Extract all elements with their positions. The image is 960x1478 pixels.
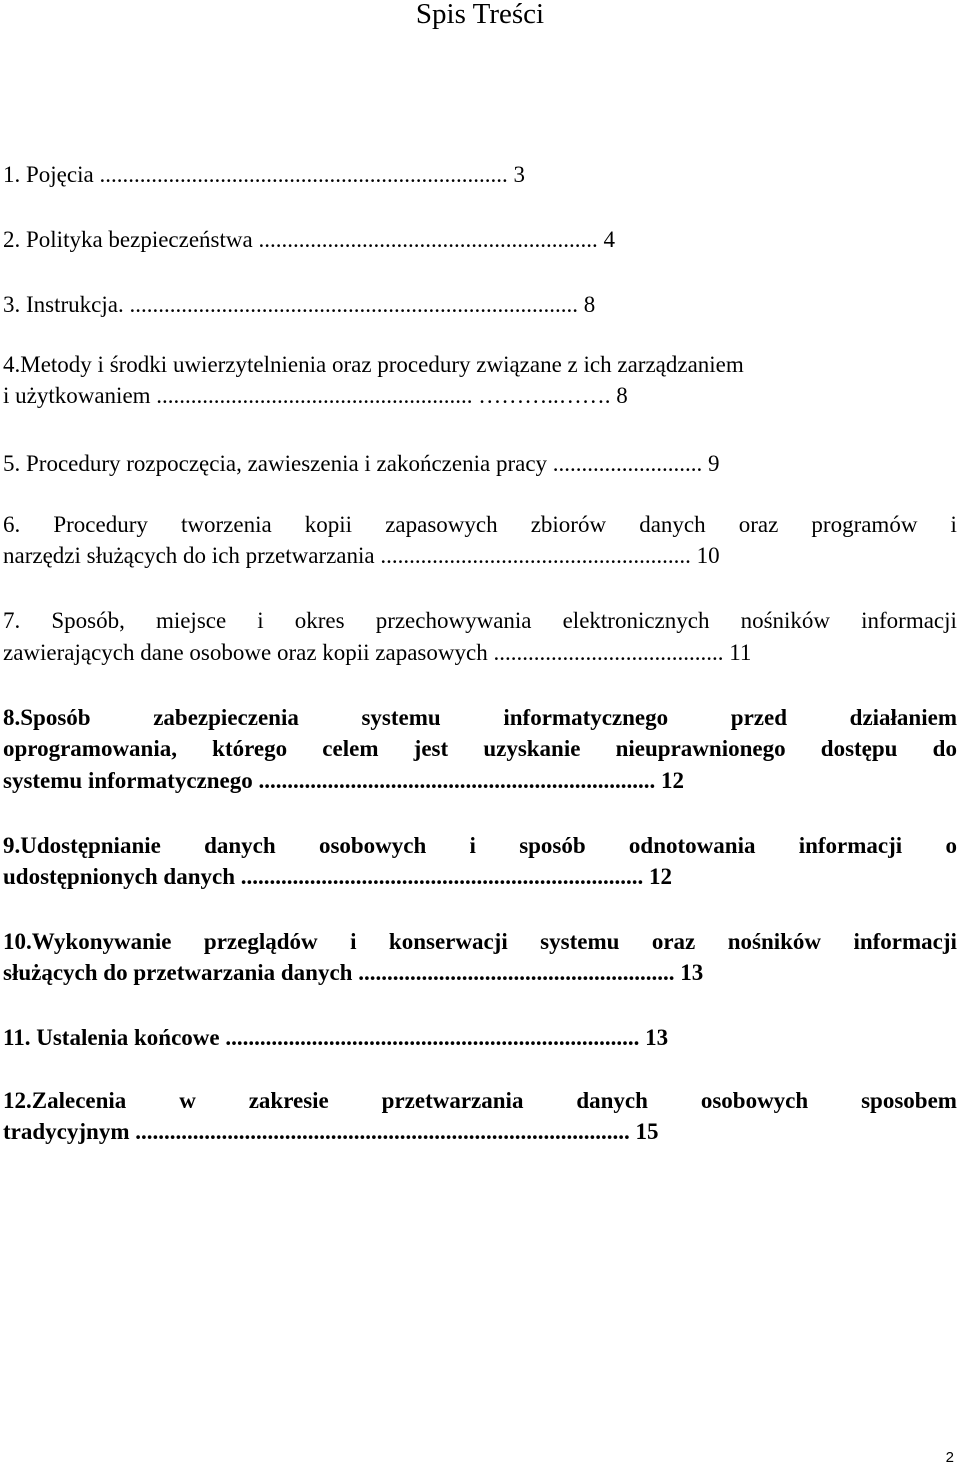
word: nośników	[740, 608, 831, 633]
word: 12.Zalecenia	[3, 1088, 127, 1113]
word: nieuprawnionego	[615, 736, 786, 761]
word: przed	[730, 705, 788, 730]
toc-entry-4-line-2: i użytkowaniem ....................................................... ………..……. 8	[3, 383, 628, 408]
word: i	[350, 929, 357, 954]
toc-entry-8-line-3: systemu informatycznego ..................................................................... 12	[3, 768, 685, 793]
word: 10.Wykonywanie	[3, 929, 172, 954]
word: Procedury	[53, 512, 148, 537]
toc-entry-12-line-2: tradycyjnym ...................................................................................... 15	[3, 1119, 659, 1144]
word: systemu	[361, 705, 441, 730]
toc-entry-11: 11. Ustalenia końcowe ........................................................................ 13	[3, 1025, 669, 1050]
word: Sposób,	[51, 608, 125, 633]
word: działaniem	[849, 705, 957, 730]
word: przeglądów	[203, 929, 318, 954]
word: sposób	[519, 833, 586, 858]
word: o	[945, 833, 957, 858]
word: tworzenia	[181, 512, 272, 537]
word: informacji	[853, 929, 957, 954]
toc-entry-2: 2. Polityka bezpieczeństwa ........................................................... 4	[3, 227, 615, 252]
toc-entry-7-line-1	[3, 606, 957, 636]
toc-entry-9-line-1	[3, 831, 957, 861]
word: kopii	[304, 512, 353, 537]
word: informatycznego	[503, 705, 669, 730]
word: programów	[811, 512, 918, 537]
word: informacji	[861, 608, 957, 633]
word: uzyskanie	[483, 736, 581, 761]
word: 6.	[3, 512, 21, 537]
word: przetwarzania	[381, 1088, 524, 1113]
word: danych	[204, 833, 276, 858]
word: danych	[576, 1088, 648, 1113]
word: jest	[413, 736, 449, 761]
word: 8.Sposób	[3, 705, 91, 730]
page-number: 2	[945, 1449, 954, 1466]
word: informacji	[798, 833, 903, 858]
toc-entry-1: 1. Pojęcia ....................................................................... 3	[3, 162, 525, 187]
word: danych	[639, 512, 706, 537]
toc-entry-3: 3. Instrukcja. .............................................................................. 8	[3, 292, 596, 317]
word: 7.	[3, 608, 21, 633]
word: konserwacji	[388, 929, 508, 954]
word: zbiorów	[530, 512, 607, 537]
page-title: Spis Treści	[415, 0, 545, 30]
word: oprogramowania,	[3, 736, 177, 761]
word: 9.Udostępnianie	[3, 833, 161, 858]
word: przechowywania	[375, 608, 532, 633]
word: miejsce	[155, 608, 227, 633]
toc-entry-6-line-1	[3, 510, 957, 540]
toc-entry-4-line-1: 4.Metody i środki uwierzytelnienia oraz procedury związane z ich zarządzaniem	[3, 352, 744, 377]
word: w	[179, 1088, 196, 1113]
word: i	[257, 608, 264, 633]
word: którego	[212, 736, 288, 761]
word: osobowych	[318, 833, 427, 858]
word: odnotowania	[628, 833, 756, 858]
toc-entry-10-line-1	[3, 927, 957, 957]
word: i	[950, 512, 957, 537]
toc-entry-12-line-1	[3, 1086, 957, 1116]
toc-entry-6-line-2: narzędzi służących do ich przetwarzania ...................................................... 10	[3, 543, 720, 568]
toc-entry-7-line-2: zawierających dane osobowe oraz kopii zapasowych ........................................ 11	[3, 640, 752, 665]
word: zapasowych	[385, 512, 498, 537]
toc-entry-10-line-2: służących do przetwarzania danych ....................................................... 13	[3, 960, 704, 985]
word: elektronicznych	[562, 608, 710, 633]
word: nośników	[727, 929, 822, 954]
toc-entry-9-line-2: udostępnionych danych ...................................................................... 12	[3, 864, 672, 889]
word: dostępu	[820, 736, 898, 761]
word: oraz	[738, 512, 779, 537]
toc-entry-8-line-1	[3, 703, 957, 733]
toc-entry-5: 5. Procedury rozpoczęcia, zawieszenia i zakończenia pracy .......................... 9	[3, 451, 720, 476]
toc-entry-8-line-2	[3, 734, 957, 764]
word: oraz	[651, 929, 696, 954]
word: celem	[322, 736, 379, 761]
word: do	[932, 736, 957, 761]
word: sposobem	[861, 1088, 957, 1113]
word: osobowych	[700, 1088, 809, 1113]
word: zakresie	[248, 1088, 329, 1113]
word: okres	[294, 608, 345, 633]
word: i	[469, 833, 476, 858]
word: zabezpieczenia	[153, 705, 299, 730]
word: systemu	[540, 929, 620, 954]
